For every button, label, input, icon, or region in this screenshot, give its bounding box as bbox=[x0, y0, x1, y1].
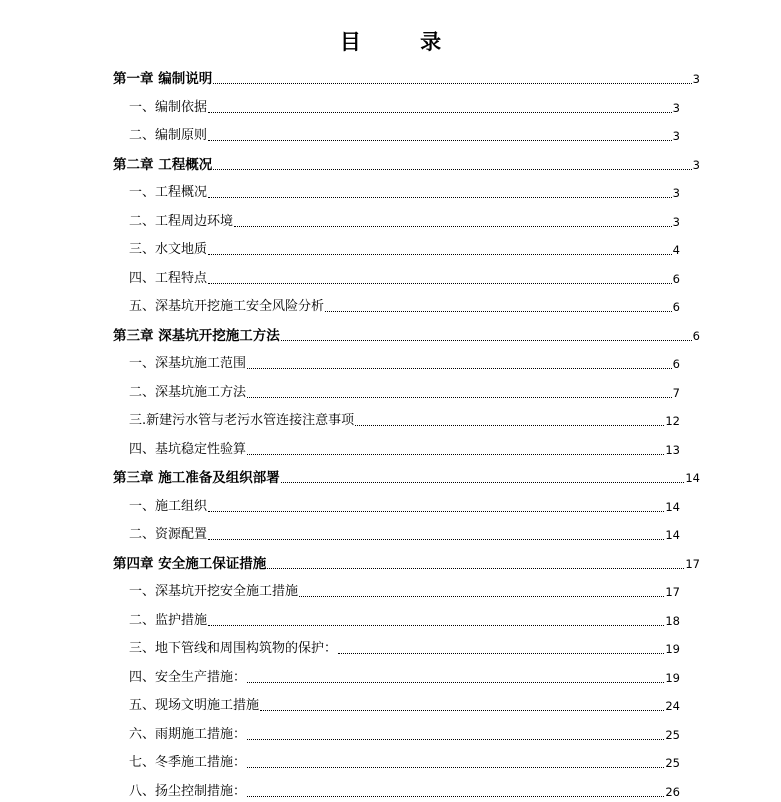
toc-entry-text: 三.新建污水管与老污水管连接注意事项 bbox=[129, 413, 355, 428]
toc-page-number: 14 bbox=[665, 528, 680, 542]
toc-dot-leader bbox=[208, 283, 672, 284]
toc-entry-text: 二、工程周边环境 bbox=[129, 213, 234, 229]
toc-entry-text: 五、现场文明施工措施 bbox=[129, 698, 260, 713]
toc-section-entry[interactable] bbox=[129, 354, 680, 374]
toc-chapter-entry[interactable] bbox=[113, 69, 700, 89]
toc-entry-text: 一、施工组织 bbox=[129, 498, 208, 514]
toc-entry-text: 四、工程特点 bbox=[129, 270, 208, 286]
toc-entry-text: 二、深基坑施工方法 bbox=[129, 384, 247, 400]
toc-section-entry[interactable] bbox=[129, 782, 680, 802]
toc-section-entry[interactable] bbox=[129, 297, 680, 317]
toc-entry-text: 第四章 安全施工保证措施 bbox=[113, 555, 267, 572]
toc-page-number: 3 bbox=[672, 129, 680, 143]
toc-section-entry[interactable] bbox=[129, 98, 680, 118]
toc-dot-leader bbox=[234, 226, 672, 227]
toc-dot-leader bbox=[281, 340, 692, 341]
toc-page-number: 3 bbox=[692, 72, 700, 86]
toc-section-entry[interactable] bbox=[129, 525, 680, 545]
toc-entry-text: 六、雨期施工措施： bbox=[129, 726, 247, 742]
toc-entry-text: 八、扬尘控制措施： bbox=[129, 783, 247, 799]
toc-dot-leader bbox=[247, 767, 664, 768]
toc-dot-leader bbox=[208, 625, 664, 626]
toc-page-number: 19 bbox=[665, 670, 680, 685]
toc-page-number: 14 bbox=[665, 499, 680, 514]
toc-section-entry[interactable] bbox=[129, 269, 680, 289]
toc-dot-leader bbox=[247, 368, 672, 369]
toc-dot-leader bbox=[208, 140, 672, 141]
toc-chapter-entry[interactable] bbox=[113, 554, 700, 574]
toc-entry-text: 二、资源配置 bbox=[129, 527, 208, 542]
toc-section-entry[interactable] bbox=[129, 611, 680, 631]
toc-section-entry[interactable] bbox=[129, 582, 680, 602]
toc-entry-text: 二、监护措施 bbox=[129, 612, 208, 628]
toc-page-number: 3 bbox=[672, 186, 680, 200]
toc-page-number: 14 bbox=[685, 471, 700, 485]
toc-dot-leader bbox=[355, 425, 664, 426]
toc-entry-text: 一、编制依据 bbox=[129, 99, 208, 115]
toc-entry-text: 第三章 深基坑开挖施工方法 bbox=[113, 327, 280, 344]
toc-dot-leader bbox=[267, 568, 684, 569]
toc-page-number: 3 bbox=[672, 214, 680, 229]
toc-entry-text: 第二章 工程概况 bbox=[113, 156, 213, 173]
toc-page-number: 6 bbox=[692, 328, 700, 343]
toc-entry-text: 三、水文地质 bbox=[129, 242, 208, 257]
toc-page-number: 12 bbox=[665, 414, 680, 428]
toc-page-number: 24 bbox=[665, 699, 680, 713]
toc-entry-text: 一、深基坑开挖安全施工措施 bbox=[129, 584, 299, 599]
toc-entry-text: 二、编制原则 bbox=[129, 128, 208, 143]
toc-page-number: 6 bbox=[672, 271, 680, 286]
toc-dot-leader bbox=[208, 197, 672, 198]
toc-dot-leader bbox=[247, 397, 672, 398]
toc-page-number: 4 bbox=[672, 243, 680, 257]
toc-page-number: 25 bbox=[665, 756, 680, 770]
toc-entry-text: 七、冬季施工措施： bbox=[129, 755, 247, 770]
toc-section-entry[interactable] bbox=[129, 411, 680, 431]
toc-section-entry[interactable] bbox=[129, 753, 680, 773]
toc-dot-leader bbox=[247, 454, 664, 455]
toc-entry-text: 三、地下管线和周围构筑物的保护： bbox=[129, 641, 338, 656]
toc-page-number: 13 bbox=[665, 442, 680, 457]
toc-section-entry[interactable] bbox=[129, 126, 680, 146]
toc-page-number: 17 bbox=[665, 585, 680, 599]
toc-entry-text: 第一章 编制说明 bbox=[113, 71, 213, 87]
toc-section-entry[interactable] bbox=[129, 639, 680, 659]
toc-dot-leader bbox=[208, 112, 672, 113]
toc-dot-leader bbox=[260, 710, 664, 711]
toc-title: 目 录 bbox=[339, 30, 468, 54]
toc-chapter-entry[interactable] bbox=[113, 468, 700, 488]
toc-chapter-entry[interactable] bbox=[113, 155, 700, 175]
toc-dot-leader bbox=[338, 653, 664, 654]
toc-dot-leader bbox=[208, 539, 664, 540]
toc-dot-leader bbox=[247, 796, 664, 797]
toc-section-entry[interactable] bbox=[129, 240, 680, 260]
toc-entry-text: 一、工程概况 bbox=[129, 185, 208, 200]
toc-dot-leader bbox=[299, 596, 664, 597]
toc-dot-leader bbox=[281, 482, 685, 483]
toc-dot-leader bbox=[208, 511, 664, 512]
toc-page-number: 26 bbox=[665, 784, 680, 799]
toc-section-entry[interactable] bbox=[129, 696, 680, 716]
toc-page-number: 6 bbox=[672, 357, 680, 371]
toc-dot-leader bbox=[247, 739, 664, 740]
toc-entry-text: 第三章 施工准备及组织部署 bbox=[113, 470, 280, 486]
toc-chapter-entry[interactable] bbox=[113, 326, 700, 346]
toc-page-number: 6 bbox=[672, 300, 680, 314]
toc-section-entry[interactable] bbox=[129, 440, 680, 460]
toc-entry-text: 四、安全生产措施： bbox=[129, 669, 247, 685]
toc-entry-text: 一、深基坑施工范围 bbox=[129, 356, 247, 371]
toc-page-number: 18 bbox=[665, 613, 680, 628]
toc-entry-text: 四、基坑稳定性验算 bbox=[129, 441, 247, 457]
toc-section-entry[interactable] bbox=[129, 212, 680, 232]
toc-section-entry[interactable] bbox=[129, 668, 680, 688]
toc-section-entry[interactable] bbox=[129, 183, 680, 203]
toc-page-number: 17 bbox=[685, 556, 700, 571]
toc-page-number: 25 bbox=[665, 727, 680, 742]
toc-dot-leader bbox=[208, 254, 672, 255]
toc-section-entry[interactable] bbox=[129, 725, 680, 745]
toc-dot-leader bbox=[213, 83, 691, 84]
toc-dot-leader bbox=[213, 169, 691, 170]
toc-section-entry[interactable] bbox=[129, 383, 680, 403]
toc-section-entry[interactable] bbox=[129, 497, 680, 517]
toc-page-number: 7 bbox=[672, 385, 680, 400]
toc-entry-text: 五、深基坑开挖施工安全风险分析 bbox=[129, 299, 325, 314]
toc-page-number: 3 bbox=[692, 157, 700, 172]
toc-dot-leader bbox=[247, 682, 664, 683]
toc-dot-leader bbox=[325, 311, 672, 312]
toc-page-number: 3 bbox=[672, 100, 680, 115]
toc-page-number: 19 bbox=[665, 642, 680, 656]
